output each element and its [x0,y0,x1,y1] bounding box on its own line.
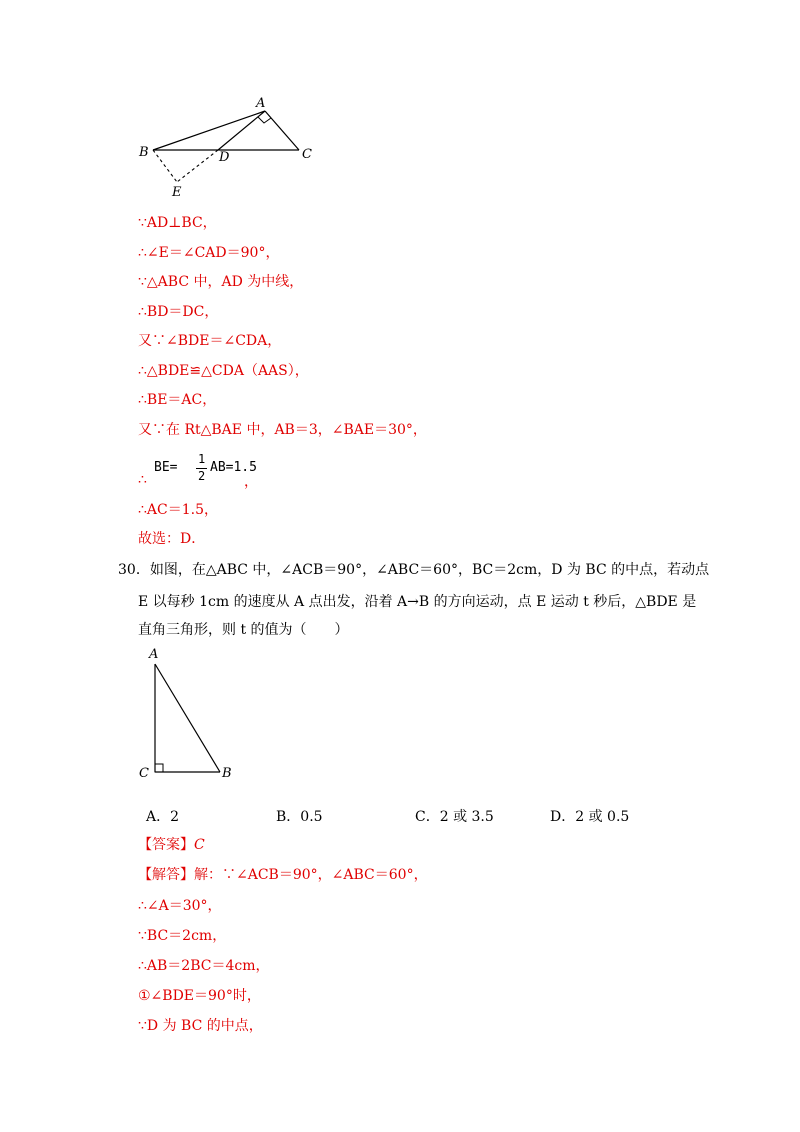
segment-ac [265,111,299,150]
proof-line: ∴BD＝DC， [138,304,219,320]
question-line [118,560,709,580]
formula-therefore: ∴ [138,472,147,488]
proof-line: 又∵在 Rt△BAE 中，AB＝3，∠BAE＝30°， [138,422,427,438]
answer-value: C [194,837,205,853]
proof-line: ∴∠E＝∠CAD＝90°， [138,245,280,261]
formula-rhs: AB=1.5 [210,460,257,475]
proof-line: ∴AC＝1.5， [138,502,218,518]
solution-line [138,865,428,885]
solution-line: ∴AB＝2BC＝4cm， [138,958,270,974]
option-c: C．2 或 3.5 [415,809,494,825]
label-d: D [219,150,230,165]
solution-line: ∴∠A＝30°， [138,898,222,914]
label-b: B [139,145,149,160]
question-number: 30． [118,562,150,578]
segment-de-dashed [177,150,218,182]
right-angle-mark-c [155,764,163,772]
label-b: B [222,766,232,781]
segment-ba [153,111,265,150]
formula-denominator: 2 [198,469,206,483]
label-a: A [256,96,266,111]
answer-line [138,835,205,855]
segment-ad [218,111,265,150]
question-text-2: E 以每秒 1cm 的速度从 A 点出发，沿着 A→B 的方向运动，点 E 运动 t 秒后，△BDE 是 [138,594,697,610]
proof-line: 又∵∠BDE＝∠CDA， [138,333,282,349]
option-d: D．2 或 0.5 [550,809,630,825]
solution-line: ①∠BDE＝90°时， [138,988,261,1004]
solution-text: 解：∵∠ACB＝90°，∠ABC＝60°， [194,867,428,883]
triangle-figure-abc-with-e [0,90,800,290]
label-e: E [172,185,182,200]
question-text-1: 如图，在△ABC 中，∠ACB＝90°，∠ABC＝60°，BC＝2cm，D 为 BC 的中点，若动点 [149,562,710,578]
solution-line: ∵BC＝2cm， [138,928,227,944]
proof-line: ∵AD⊥BC， [138,215,217,231]
proof-line: ∵△ABC 中，AD 为中线， [138,274,304,290]
formula-tail: ， [244,474,258,490]
label-c: C [139,766,149,781]
proof-line: 故选：D． [138,531,206,547]
option-b: B．0.5 [276,809,323,825]
label-a: A [149,647,159,662]
answer-tag: 【答案】 [138,837,194,853]
formula-lhs: BE= [154,460,178,475]
segment-be-dashed [153,150,177,182]
formula-numerator: 1 [198,452,206,466]
right-triangle-figure-abc [0,640,800,790]
proof-line: ∴BE＝AC， [138,392,217,408]
solution-line: ∵D 为 BC 的中点， [138,1018,263,1034]
question-text-3: 直角三角形，则 t 的值为（ ） [138,622,349,638]
solution-tag: 【解答】 [138,867,194,883]
segment-ab [155,664,220,772]
right-angle-mark-a [258,117,271,123]
proof-line: ∴△BDE≌△CDA（AAS）， [138,363,309,379]
option-a: A．2 [146,809,180,825]
label-c: C [302,147,312,162]
